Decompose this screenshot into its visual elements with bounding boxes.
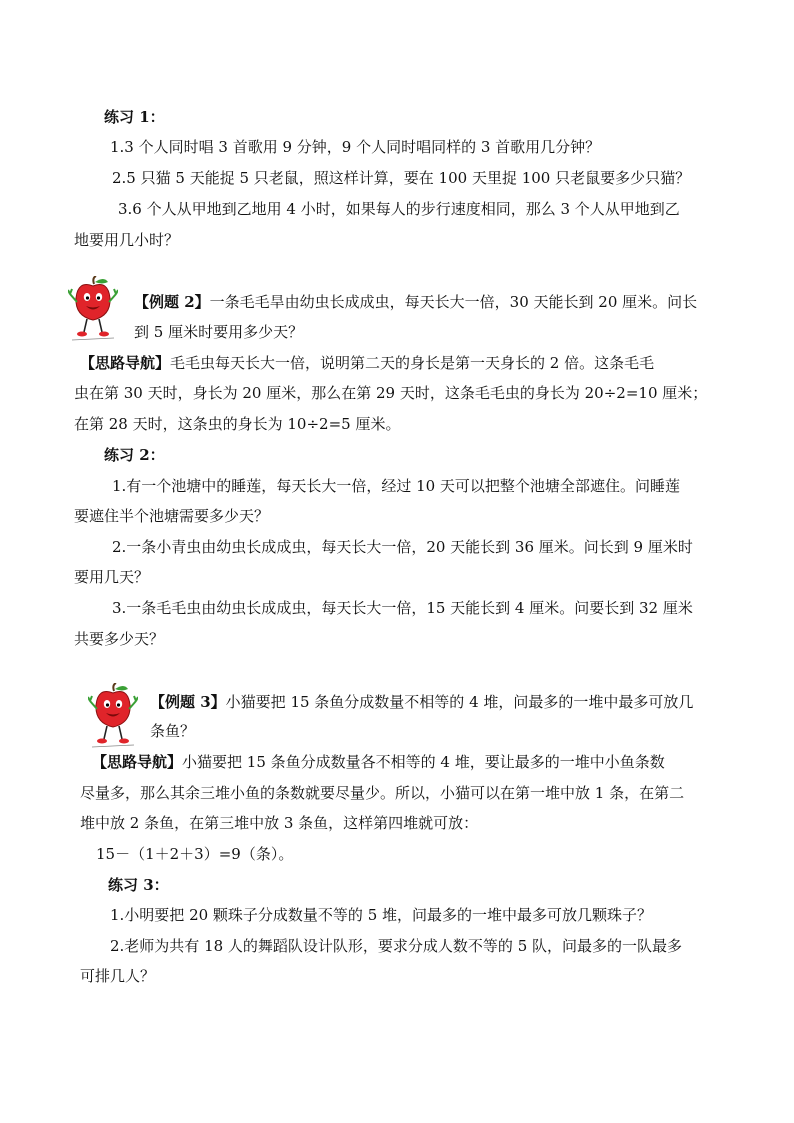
example2-guide-text: 毛毛虫每天长大一倍，说明第二天的身长是第一天身长的 2 倍。这条毛毛: [170, 354, 655, 372]
practice2-q2-line1: 2.一条小青虫由幼虫长成成虫，每天长大一倍，20 天能长到 36 厘米。问长到 9 厘米时: [112, 538, 693, 556]
practice3-q2-line1: 2.老师为共有 18 人的舞蹈队设计队形，要求分成人数不等的 5 队，问最多的一队最多: [110, 937, 683, 955]
example3-text-line1: [150, 692, 693, 712]
practice1-q3-line1: 3.6 个人从甲地到乙地用 4 小时，如果每人的步行速度相同，那么 3 个人从甲地到乙: [118, 200, 680, 218]
practice2-q3-line2: 共要多少天？: [74, 630, 165, 648]
practice1-q3-line2: 地要用几小时？: [74, 231, 180, 249]
practice2-q3-line1: 3.一条毛毛虫由幼虫长成成虫，每天长大一倍，15 天能长到 4 厘米。问要长到 32 厘米: [112, 599, 693, 617]
apple-mascot-icon: [88, 683, 138, 749]
practice2-q1-line2: 要遮住半个池塘需要多少天？: [74, 507, 270, 525]
example3-guide-line3: 堆中放 2 条鱼，在第三堆中放 3 条鱼，这样第四堆就可放：: [80, 814, 479, 832]
example2-guide-line3: 在第 28 天时，这条虫的身长为 10÷2=5 厘米。: [74, 415, 401, 433]
example3-guide-line2: 尽量多，那么其余三堆小鱼的条数就要尽量少。所以，小猫可以在第一堆中放 1 条，在第二: [80, 784, 685, 802]
example3-tag: 【例题 3】: [150, 693, 226, 711]
example3-text-line2: 条鱼？: [150, 722, 196, 740]
example3-guide-line1: [92, 752, 665, 772]
example2-guide-tag: 【思路导航】: [80, 354, 171, 372]
example2-tag: 【例题 2】: [134, 293, 210, 311]
example3-formula: 15－（1＋2＋3）=9（条）。: [96, 845, 294, 863]
example2-text: 一条毛毛旱由幼虫长成成虫，每天长大一倍，30 天能长到 20 厘米。问长: [209, 293, 698, 311]
practice3-q2-line2: 可排几人？: [80, 967, 156, 985]
example3-guide-tag: 【思路导航】: [92, 753, 183, 771]
apple-mascot-icon: [68, 276, 118, 342]
practice2-q1-line1: 1.有一个池塘中的睡莲，每天长大一倍，经过 10 天可以把整个池塘全部遮住。问睡莲: [112, 477, 680, 495]
practice2-q2-line2: 要用几天？: [74, 568, 150, 586]
practice1-q2: 2.5 只猫 5 天能捉 5 只老鼠，照这样计算，要在 100 天里捉 100 只老鼠要多少只猫？: [112, 169, 691, 187]
example2-text-line2: 到 5 厘米时要用多少天？: [134, 323, 304, 341]
practice1-heading: 练习 1：: [104, 108, 165, 126]
example3-guide-text: 小猫要把 15 条鱼分成数量各不相等的 4 堆，要让最多的一堆中小鱼条数: [182, 753, 665, 771]
practice2-heading: 练习 2：: [104, 446, 165, 464]
practice3-heading: 练习 3：: [108, 876, 169, 894]
practice1-q1: 1.3 个人同时唱 3 首歌用 9 分钟，9 个人同时唱同样的 3 首歌用几分钟？: [110, 138, 601, 156]
example2-guide-line1: [80, 353, 654, 373]
practice3-q1: 1.小明要把 20 颗珠子分成数量不等的 5 堆，问最多的一堆中最多可放几颗珠子？: [110, 906, 653, 924]
example2-text-line1: [134, 292, 697, 312]
example2-guide-line2: 虫在第 30 天时，身长为 20 厘米，那么在第 29 天时，这条毛毛虫的身长为 20÷2=10 厘米；: [74, 384, 708, 402]
example3-text: 小猫要把 15 条鱼分成数量不相等的 4 堆，问最多的一堆中最多可放几: [225, 693, 694, 711]
